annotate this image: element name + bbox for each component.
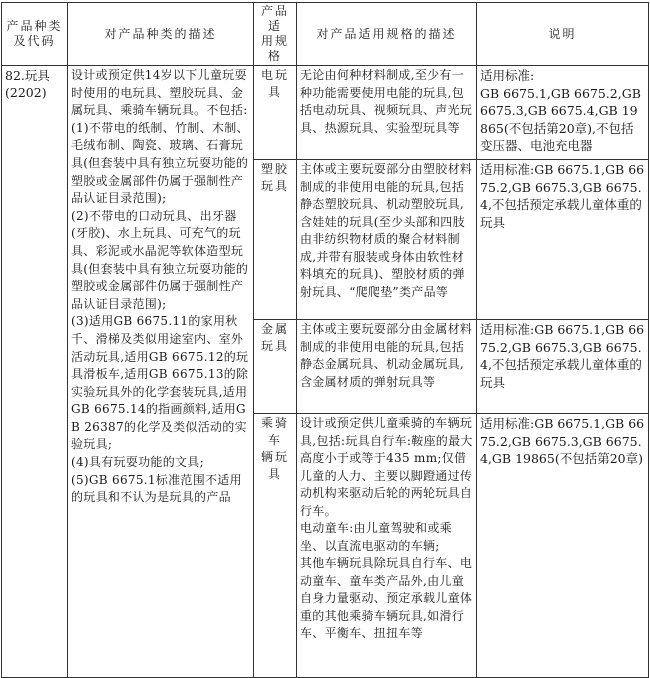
product-scope-table [1,2,649,678]
header-notes: 说明 [477,3,649,66]
category-code-cell: 82.玩具 (2202) [2,66,68,678]
scope-description-cell: 主体或主要玩耍部分由塑胶材料制成的非使用电能的玩具,包括静态塑胶玩具、机动塑胶玩具,含娃娃的玩具(至少头部和四肢由非纺织物材质的聚合材料制成,并带有服装或身体由软性材料填充的玩具)、塑胶材质的弹射玩具、“爬爬垫”类产品等 [297,160,477,320]
scope-cell: 金属 玩具 [254,320,297,414]
notes-cell: 适用标准:GB 6675.1,GB 6675.2,GB 6675.3,GB 6675.4,不包括预定承载儿童体重的玩具 [477,160,649,320]
category-description-cell: 设计或预定供14岁以下儿童玩耍时使用的电玩具、塑胶玩具、金属玩具、乘骑车辆玩具。不包括: (1)不带电的纸制、竹制、木制、毛绒布制、陶瓷、玻璃、石膏玩具(但套装中具有独立玩耍功能的塑胶或金属部件仍属于强制性产品认证目录范围); (2)不带电的口动玩具、出牙器(牙胶)、水上玩具、可充气的玩具、彩泥或水晶泥等软体造型玩具(但套装中具有独立玩耍功能的塑胶或金属部件仍属于强制性产品认证目录范围); (3)适用GB 6675.11的家用秋千、滑梯及类似用途室内、室外活动玩具,适用GB 6675.12的玩具滑板车,适用GB 6675.13的除实验玩具外的化学套装玩具,适用GB 6675.14的指画颜料,适用GB 26387的化学及类似活动的实验玩具; (4)具有玩耍功能的文具; (5)GB 6675.1标准范围不适用的玩具和不认为是玩具的产品 [68,66,254,678]
scope-cell: 塑胶 玩具 [254,160,297,320]
notes-cell: 适用标准:GB 6675.1,GB 6675.2,GB 6675.3,GB 6675.4,GB 19865(不包括第20章) [477,414,649,678]
scope-cell: 电玩具 [254,66,297,160]
header-scope-description: 对产品适用规格的描述 [297,3,477,66]
header-category: 产品种类 及代码 [2,3,68,66]
scope-description-cell: 设计或预定供儿童乘骑的车辆玩具,包括:玩具自行车:鞍座的最大高度小于或等于435 mm;仅借儿童的人力、主要以脚蹬通过传动机构来驱动后轮的两轮玩具自行车。 电动童车:由儿童驾驶和或乘坐、以直流电驱动的车辆; 其他车辆玩具除玩具自行车、电动童车、童车类产品外,由儿童自身力量驱动、预定承载儿童体重的其他乘骑车辆玩具,如滑行车、平衡车、扭扭车等 [297,414,477,678]
header-description: 对产品种类的描述 [68,3,254,66]
notes-cell: 适用标准: GB 6675.1,GB 6675.2,GB 6675.3,GB 6675.4,GB 19865(不包括第20章),不包括变压器、电池充电器 [477,66,649,160]
scope-description-cell: 主体或主要玩耍部分由金属材料制成的非使用电能的玩具,包括静态金属玩具、机动金属玩具,含金属材质的弹射玩具等 [297,320,477,414]
notes-cell: 适用标准:GB 6675.1,GB 6675.2,GB 6675.3,GB 6675.4,不包括预定承载儿童体重的玩具 [477,320,649,414]
scope-cell: 乘骑车 辆玩具 [254,414,297,678]
header-scope: 产品适 用规格 [254,3,297,66]
table-row [2,66,649,160]
scope-description-cell: 无论由何种材料制成,至少有一种功能需要使用电能的玩具,包括电动玩具、视频玩具、声光玩具、热源玩具、实验型玩具等 [297,66,477,160]
table-header-row [2,3,649,66]
